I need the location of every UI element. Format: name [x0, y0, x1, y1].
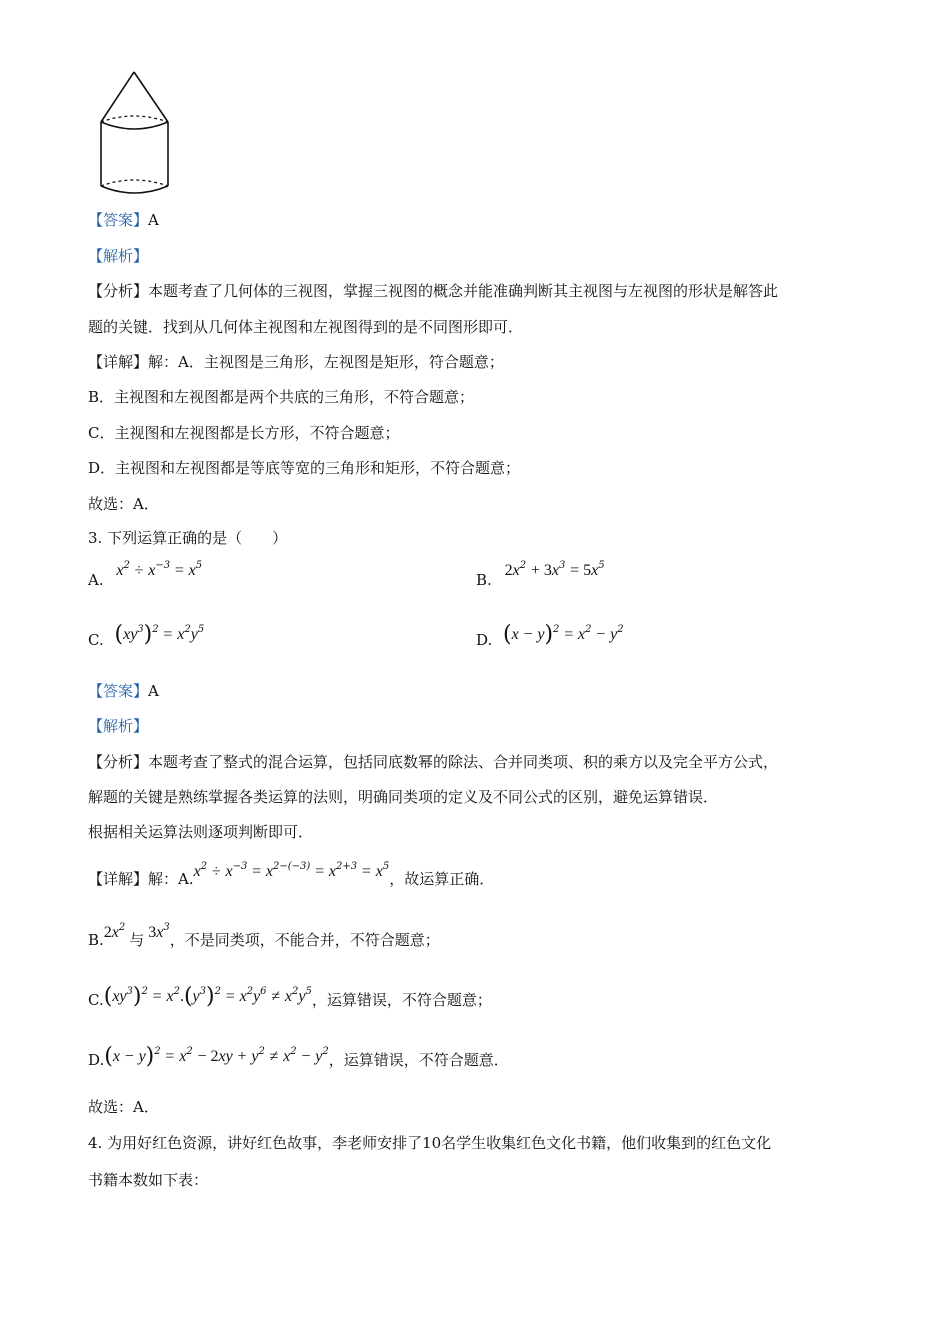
option-b-label: B. — [476, 571, 492, 589]
q2-detail-d: D．主视图和左视图都是等底等宽的三角形和矩形，不符合题意； — [88, 459, 521, 477]
option-b-formula: $2x^2 + 3x^3 = 5x^5$ — [504, 560, 605, 579]
q3-detail-d — [88, 1044, 509, 1071]
detail-a-formula: $x^2 \div x^{-3} = x^{2-(-3)} = x^{2+3} = x^5$ — [193, 861, 390, 880]
q3-fenxi-line1 — [88, 752, 778, 772]
q2-answer-line — [88, 210, 159, 230]
q3-choose: 故选：A． — [88, 1098, 159, 1116]
detail-b-mid: 与 — [129, 931, 145, 949]
detail-tag: 【详解】 — [88, 353, 149, 371]
detail-b-formula-2: $3x^3$ — [148, 922, 170, 941]
q3-analysis-tag: 【解析】 — [88, 717, 149, 735]
q3-option-d — [476, 622, 624, 651]
option-d-label: D. — [476, 631, 493, 649]
fenxi-text: 本题考查了几何体的三视图，掌握三视图的概念并能准确判断其主视图与左视图的形状是解答此 — [148, 282, 779, 300]
detail-b-prefix: B. — [88, 931, 104, 949]
q4-stem-line2: 书籍本数如下表： — [88, 1171, 209, 1189]
cone-cylinder-figure — [92, 66, 182, 196]
q3-stem: 3. 下列运算正确的是（ ） — [88, 529, 288, 547]
q2-detail-c: C．主视图和左视图都是长方形，不符合题意； — [88, 424, 400, 442]
q3-detail-a — [88, 861, 495, 890]
q3-option-c — [88, 622, 205, 651]
q3-fenxi-line2: 解题的关键是熟练掌握各类运算的法则，明确同类项的定义及不同公式的区别，避免运算错误． — [88, 788, 719, 806]
option-a-formula: $x^2 \div x^{-3} = x^5$ — [116, 560, 203, 579]
q2-fenxi-line1 — [88, 281, 778, 301]
q3-detail-c — [88, 984, 492, 1011]
fenxi-tag: 【分析】 — [88, 753, 149, 771]
detail-a-prefix: 解：A. — [148, 870, 194, 888]
q2-detail-b: B．主视图和左视图都是两个共底的三角形，不符合题意； — [88, 388, 475, 406]
q3-fenxi-line3: 根据相关运算法则逐项判断即可． — [88, 823, 314, 841]
answer-tag: 【答案】 — [88, 211, 149, 229]
option-a-label: A. — [88, 571, 104, 589]
q2-fenxi-line2: 题的关键．找到从几何体主视图和左视图得到的是不同图形即可． — [88, 318, 524, 336]
q2-detail-a — [88, 352, 504, 372]
detail-c-formula: $(xy^3)^2 = x^2.(y^3)^2 = x^2y^6 \ne x^2y^5$ — [103, 984, 312, 1009]
fenxi-tag: 【分析】 — [88, 282, 149, 300]
detail-c-prefix: C. — [88, 991, 104, 1009]
q4-stem-line1: 4. 为用好红色资源，讲好红色故事，李老师安排了10名学生收集红色文化书籍，他们收集到的红色文化 — [88, 1134, 772, 1152]
detail-d-prefix: D. — [88, 1051, 105, 1069]
option-d-formula: $(x - y)^2 = x^2 - y^2$ — [503, 622, 624, 647]
detail-d-suffix: ，运算错误，不符合题意． — [328, 1051, 509, 1069]
q3-detail-b — [88, 922, 440, 951]
fenxi-text: 本题考查了整式的混合运算，包括同底数幂的除法、合并同类项、积的乘方以及完全平方公式， — [148, 753, 779, 771]
q3-answer-line — [88, 681, 159, 701]
detail-a-suffix: ，故运算正确． — [389, 870, 495, 888]
q3-option-a — [88, 560, 203, 591]
detail-c-suffix: ，运算错误，不符合题意； — [311, 991, 492, 1009]
detail-text: 解：A．主视图是三角形，左视图是矩形，符合题意； — [148, 353, 504, 371]
detail-d-formula: $(x - y)^2 = x^2 - 2xy + y^2 \ne x^2 - y^2$ — [104, 1044, 329, 1069]
q2-analysis-tag: 【解析】 — [88, 247, 149, 265]
q3-option-b — [476, 560, 605, 591]
detail-tag: 【详解】 — [88, 870, 149, 888]
q2-choose: 故选：A． — [88, 495, 159, 513]
detail-b-formula-1: $2x^2$ — [103, 922, 126, 941]
answer-value: A — [148, 682, 159, 700]
answer-value: A — [148, 211, 159, 229]
answer-tag: 【答案】 — [88, 682, 149, 700]
option-c-formula: $(xy^3)^2 = x^2y^5$ — [114, 622, 205, 647]
detail-b-suffix: ，不是同类项，不能合并，不符合题意； — [169, 931, 440, 949]
option-c-label: C. — [88, 631, 104, 649]
